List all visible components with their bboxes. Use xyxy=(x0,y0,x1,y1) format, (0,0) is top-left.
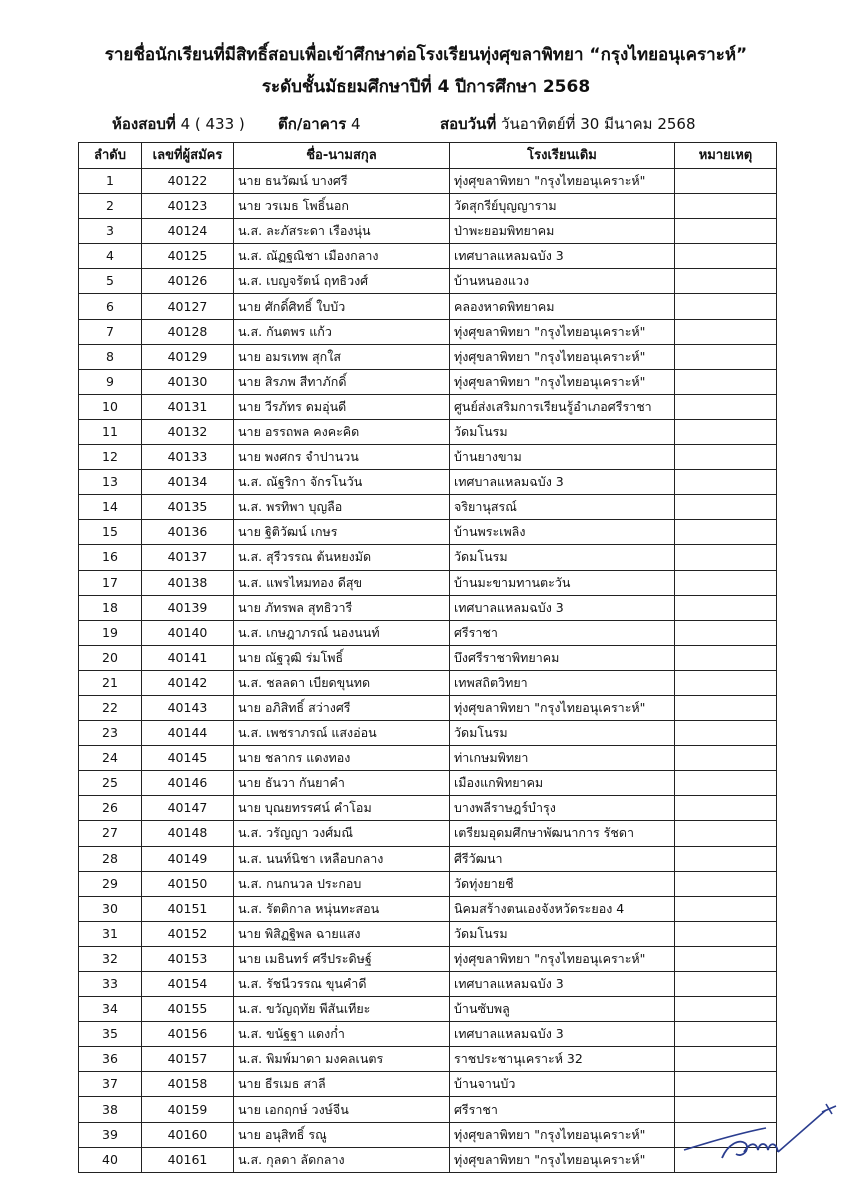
cell-applicant-id: 40145 xyxy=(142,746,234,771)
cell-applicant-id: 40152 xyxy=(142,921,234,946)
table-row xyxy=(79,394,777,419)
cell-full-name: นาย พงศกร จำปานวน xyxy=(234,445,450,470)
cell-applicant-id: 40154 xyxy=(142,972,234,997)
cell-full-name: น.ส. พรทิพา บุญลือ xyxy=(234,495,450,520)
cell-no: 37 xyxy=(79,1072,142,1097)
table-row xyxy=(79,972,777,997)
cell-previous-school: ศรีราชา xyxy=(450,1097,675,1122)
cell-previous-school: เทศบาลแหลมฉบัง 3 xyxy=(450,1022,675,1047)
cell-remark xyxy=(675,344,777,369)
cell-applicant-id: 40160 xyxy=(142,1122,234,1147)
cell-remark xyxy=(675,194,777,219)
cell-full-name: นาย พิสิฏฐิพล ฉายแสง xyxy=(234,921,450,946)
cell-full-name: นาย บุณยทรรศน์ คำโอม xyxy=(234,796,450,821)
cell-no: 12 xyxy=(79,445,142,470)
cell-applicant-id: 40133 xyxy=(142,445,234,470)
cell-applicant-id: 40135 xyxy=(142,495,234,520)
cell-no: 40 xyxy=(79,1147,142,1172)
table-row xyxy=(79,620,777,645)
cell-remark xyxy=(675,294,777,319)
cell-no: 26 xyxy=(79,796,142,821)
cell-remark xyxy=(675,670,777,695)
cell-no: 11 xyxy=(79,419,142,444)
cell-applicant-id: 40158 xyxy=(142,1072,234,1097)
table-row xyxy=(79,946,777,971)
table-row xyxy=(79,369,777,394)
cell-applicant-id: 40124 xyxy=(142,219,234,244)
table-row xyxy=(79,219,777,244)
cell-no: 15 xyxy=(79,520,142,545)
cell-applicant-id: 40155 xyxy=(142,997,234,1022)
cell-full-name: นาย ธันวา กันยาคำ xyxy=(234,771,450,796)
cell-previous-school: เทศบาลแหลมฉบัง 3 xyxy=(450,972,675,997)
cell-remark xyxy=(675,419,777,444)
cell-full-name: นาย อมรเทพ สุกใส xyxy=(234,344,450,369)
cell-full-name: น.ส. นนท์นิชา เหลือบกลาง xyxy=(234,846,450,871)
cell-previous-school: วัดมโนรม xyxy=(450,419,675,444)
student-table xyxy=(78,142,777,1173)
cell-no: 23 xyxy=(79,721,142,746)
table-row xyxy=(79,495,777,520)
cell-remark xyxy=(675,645,777,670)
cell-no: 21 xyxy=(79,670,142,695)
cell-full-name: น.ส. กนกนวล ประกอบ xyxy=(234,871,450,896)
table-row xyxy=(79,169,777,194)
cell-applicant-id: 40150 xyxy=(142,871,234,896)
cell-applicant-id: 40130 xyxy=(142,369,234,394)
cell-no: 28 xyxy=(79,846,142,871)
cell-no: 10 xyxy=(79,394,142,419)
cell-applicant-id: 40125 xyxy=(142,244,234,269)
header-no: ลำดับ xyxy=(79,143,142,169)
cell-remark xyxy=(675,695,777,720)
cell-previous-school: เตรียมอุดมศึกษาพัฒนาการ รัชดา xyxy=(450,821,675,846)
cell-no: 30 xyxy=(79,896,142,921)
table-row xyxy=(79,670,777,695)
table-row xyxy=(79,470,777,495)
table-row xyxy=(79,419,777,444)
table-row xyxy=(79,294,777,319)
cell-applicant-id: 40132 xyxy=(142,419,234,444)
cell-previous-school: ท่าเกษมพิทยา xyxy=(450,746,675,771)
cell-applicant-id: 40128 xyxy=(142,319,234,344)
cell-full-name: นาย สิรภพ สีทาภักดิ์ xyxy=(234,369,450,394)
cell-applicant-id: 40148 xyxy=(142,821,234,846)
cell-remark xyxy=(675,545,777,570)
cell-no: 25 xyxy=(79,771,142,796)
cell-remark xyxy=(675,871,777,896)
cell-remark xyxy=(675,244,777,269)
cell-full-name: น.ส. ขวัญฤทัย พีสันเทียะ xyxy=(234,997,450,1022)
cell-full-name: น.ส. สุรีวรรณ ต้นหยงมัด xyxy=(234,545,450,570)
cell-remark xyxy=(675,896,777,921)
cell-previous-school: วัดทุ่งยายชี xyxy=(450,871,675,896)
cell-no: 9 xyxy=(79,369,142,394)
cell-remark xyxy=(675,369,777,394)
cell-no: 31 xyxy=(79,921,142,946)
building-info xyxy=(278,114,361,134)
cell-applicant-id: 40143 xyxy=(142,695,234,720)
cell-remark xyxy=(675,620,777,645)
table-row xyxy=(79,1047,777,1072)
cell-remark xyxy=(675,169,777,194)
cell-remark xyxy=(675,1022,777,1047)
date-value: วันอาทิตย์ที่ 30 มีนาคม 2568 xyxy=(501,115,696,133)
cell-full-name: น.ส. เกษฎาภรณ์ นองนนท์ xyxy=(234,620,450,645)
table-row xyxy=(79,896,777,921)
cell-full-name: น.ส. ชลลดา เบียดขุนทด xyxy=(234,670,450,695)
cell-previous-school: ราชประชานุเคราะห์ 32 xyxy=(450,1047,675,1072)
cell-no: 29 xyxy=(79,871,142,896)
cell-applicant-id: 40147 xyxy=(142,796,234,821)
cell-full-name: น.ส. วรัญญา วงศ์มณี xyxy=(234,821,450,846)
cell-no: 13 xyxy=(79,470,142,495)
cell-previous-school: บ้านยางขาม xyxy=(450,445,675,470)
exam-date-info xyxy=(440,114,696,134)
cell-applicant-id: 40151 xyxy=(142,896,234,921)
cell-previous-school: เทศบาลแหลมฉบัง 3 xyxy=(450,244,675,269)
cell-full-name: นาย อรรถพล คงคะคิด xyxy=(234,419,450,444)
cell-remark xyxy=(675,746,777,771)
cell-previous-school: ทุ่งศุขลาพิทยา "กรุงไทยอนุเคราะห์" xyxy=(450,1122,675,1147)
table-row xyxy=(79,846,777,871)
cell-previous-school: เทพสถิตวิทยา xyxy=(450,670,675,695)
header-previous-school: โรงเรียนเดิม xyxy=(450,143,675,169)
cell-applicant-id: 40123 xyxy=(142,194,234,219)
table-row xyxy=(79,595,777,620)
cell-no: 27 xyxy=(79,821,142,846)
cell-full-name: นาย ณัฐวุฒิ ร่มโพธิ์ xyxy=(234,645,450,670)
cell-full-name: นาย วีรภัทร ดมอุ่นดี xyxy=(234,394,450,419)
cell-full-name: นาย ภัทรพล สุทธิวารี xyxy=(234,595,450,620)
cell-remark xyxy=(675,269,777,294)
cell-full-name: นาย อนุสิทธิ์ รณู xyxy=(234,1122,450,1147)
cell-remark xyxy=(675,771,777,796)
cell-applicant-id: 40131 xyxy=(142,394,234,419)
cell-previous-school: บ้านหนองแวง xyxy=(450,269,675,294)
cell-full-name: นาย ธนวัฒน์ บางศรี xyxy=(234,169,450,194)
cell-no: 2 xyxy=(79,194,142,219)
cell-no: 39 xyxy=(79,1122,142,1147)
cell-full-name: นาย ฐิติวัฒน์ เกษร xyxy=(234,520,450,545)
header-remark: หมายเหตุ xyxy=(675,143,777,169)
cell-no: 34 xyxy=(79,997,142,1022)
cell-applicant-id: 40134 xyxy=(142,470,234,495)
cell-remark xyxy=(675,495,777,520)
cell-remark xyxy=(675,394,777,419)
cell-previous-school: คลองหาดพิทยาคม xyxy=(450,294,675,319)
cell-previous-school: ทุ่งศุขลาพิทยา "กรุงไทยอนุเคราะห์" xyxy=(450,946,675,971)
cell-no: 38 xyxy=(79,1097,142,1122)
table-row xyxy=(79,520,777,545)
cell-previous-school: เมืองแกพิทยาคม xyxy=(450,771,675,796)
cell-full-name: น.ส. รัชนีวรรณ ขุนคำดี xyxy=(234,972,450,997)
cell-remark xyxy=(675,721,777,746)
cell-no: 14 xyxy=(79,495,142,520)
cell-no: 35 xyxy=(79,1022,142,1047)
cell-remark xyxy=(675,595,777,620)
cell-previous-school: ศีรีวัฒนา xyxy=(450,846,675,871)
cell-previous-school: บ้านจานบัว xyxy=(450,1072,675,1097)
table-row xyxy=(79,269,777,294)
table-row xyxy=(79,746,777,771)
cell-applicant-id: 40140 xyxy=(142,620,234,645)
table-row xyxy=(79,244,777,269)
table-row xyxy=(79,1147,777,1172)
cell-applicant-id: 40161 xyxy=(142,1147,234,1172)
table-row xyxy=(79,821,777,846)
cell-applicant-id: 40129 xyxy=(142,344,234,369)
cell-applicant-id: 40159 xyxy=(142,1097,234,1122)
cell-no: 4 xyxy=(79,244,142,269)
table-row xyxy=(79,1022,777,1047)
cell-applicant-id: 40122 xyxy=(142,169,234,194)
cell-previous-school: วัดสุกรีย์บุญญาราม xyxy=(450,194,675,219)
document-title: รายชื่อนักเรียนที่มีสิทธิ์สอบเพื่อเข้าศึกษาต่อโรงเรียนทุ่งศุขลาพิทยา “กรุงไทยอนุเคราะห์” xyxy=(104,45,748,65)
cell-previous-school: ทุ่งศุขลาพิทยา "กรุงไทยอนุเคราะห์" xyxy=(450,695,675,720)
table-row xyxy=(79,871,777,896)
cell-remark xyxy=(675,1047,777,1072)
cell-previous-school: ป่าพะยอมพิทยาคม xyxy=(450,219,675,244)
table-row xyxy=(79,721,777,746)
cell-previous-school: บ้านซับพลู xyxy=(450,997,675,1022)
cell-full-name: นาย เมธินทร์ ศรีประดิษฐ์ xyxy=(234,946,450,971)
header-full-name: ชื่อ-นามสกุล xyxy=(234,143,450,169)
cell-remark xyxy=(675,520,777,545)
cell-no: 1 xyxy=(79,169,142,194)
date-label: สอบวันที่ xyxy=(440,115,497,133)
table-row xyxy=(79,570,777,595)
cell-remark xyxy=(675,570,777,595)
cell-remark xyxy=(675,796,777,821)
cell-full-name: น.ส. ละภัสระดา เรืองนุ่น xyxy=(234,219,450,244)
cell-applicant-id: 40137 xyxy=(142,545,234,570)
exam-room-info xyxy=(112,114,245,134)
signature-icon xyxy=(676,1088,846,1168)
document-subtitle: ระดับชั้นมัธยมศึกษาปีที่ 4 ปีการศึกษา 2568 xyxy=(261,77,591,97)
cell-full-name: น.ส. ขนัฐฐา แดงก่ำ xyxy=(234,1022,450,1047)
table-row xyxy=(79,1122,777,1147)
cell-full-name: น.ส. ณัฐริกา จักรโนวัน xyxy=(234,470,450,495)
cell-previous-school: ศูนย์ส่งเสริมการเรียนรู้อำเภอศรีราชา xyxy=(450,394,675,419)
cell-no: 22 xyxy=(79,695,142,720)
cell-no: 32 xyxy=(79,946,142,971)
cell-remark xyxy=(675,946,777,971)
cell-previous-school: บ้านมะขามทานตะวัน xyxy=(450,570,675,595)
cell-previous-school: บ้านพระเพลิง xyxy=(450,520,675,545)
cell-applicant-id: 40139 xyxy=(142,595,234,620)
cell-no: 5 xyxy=(79,269,142,294)
cell-previous-school: เทศบาลแหลมฉบัง 3 xyxy=(450,470,675,495)
table-row xyxy=(79,921,777,946)
table-row xyxy=(79,445,777,470)
cell-applicant-id: 40127 xyxy=(142,294,234,319)
table-row xyxy=(79,1072,777,1097)
cell-applicant-id: 40126 xyxy=(142,269,234,294)
cell-applicant-id: 40146 xyxy=(142,771,234,796)
cell-remark xyxy=(675,997,777,1022)
cell-previous-school: ทุ่งศุขลาพิทยา "กรุงไทยอนุเคราะห์" xyxy=(450,369,675,394)
table-header-row xyxy=(79,143,777,169)
cell-previous-school: ทุ่งศุขลาพิทยา "กรุงไทยอนุเคราะห์" xyxy=(450,169,675,194)
cell-applicant-id: 40153 xyxy=(142,946,234,971)
table-row xyxy=(79,997,777,1022)
cell-no: 8 xyxy=(79,344,142,369)
room-value: 4 ( 433 ) xyxy=(180,115,245,133)
cell-previous-school: บึงศรีราชาพิทยาคม xyxy=(450,645,675,670)
cell-applicant-id: 40141 xyxy=(142,645,234,670)
cell-full-name: นาย เอกฤกษ์ วงษ์จีน xyxy=(234,1097,450,1122)
table-row xyxy=(79,319,777,344)
cell-previous-school: บางพลีราษฎร์บำรุง xyxy=(450,796,675,821)
cell-previous-school: วัดมโนรม xyxy=(450,721,675,746)
cell-applicant-id: 40149 xyxy=(142,846,234,871)
cell-previous-school: ทุ่งศุขลาพิทยา "กรุงไทยอนุเคราะห์" xyxy=(450,1147,675,1172)
cell-full-name: น.ส. แพรไหมทอง ดีสุข xyxy=(234,570,450,595)
building-label: ตึก/อาคาร xyxy=(278,115,347,133)
cell-full-name: น.ส. ณัฏฐณิชา เมืองกลาง xyxy=(234,244,450,269)
table-row xyxy=(79,545,777,570)
header-applicant-id: เลขที่ผู้สมัคร xyxy=(142,143,234,169)
cell-full-name: น.ส. พิมพ์มาดา มงคลเนตร xyxy=(234,1047,450,1072)
cell-full-name: นาย ธีรเมธ สาลี xyxy=(234,1072,450,1097)
cell-no: 3 xyxy=(79,219,142,244)
cell-full-name: นาย ศักดิ์ศิทธิ์ ใบบัว xyxy=(234,294,450,319)
cell-applicant-id: 40157 xyxy=(142,1047,234,1072)
building-value: 4 xyxy=(351,115,361,133)
cell-applicant-id: 40156 xyxy=(142,1022,234,1047)
cell-remark xyxy=(675,921,777,946)
cell-no: 17 xyxy=(79,570,142,595)
table-row xyxy=(79,344,777,369)
cell-previous-school: จริยานุสรณ์ xyxy=(450,495,675,520)
cell-remark xyxy=(675,470,777,495)
cell-applicant-id: 40138 xyxy=(142,570,234,595)
cell-no: 6 xyxy=(79,294,142,319)
table-row xyxy=(79,695,777,720)
cell-no: 7 xyxy=(79,319,142,344)
cell-previous-school: นิคมสร้างตนเองจังหวัดระยอง 4 xyxy=(450,896,675,921)
cell-previous-school: ทุ่งศุขลาพิทยา "กรุงไทยอนุเคราะห์" xyxy=(450,319,675,344)
cell-remark xyxy=(675,319,777,344)
cell-full-name: น.ส. กันตพร แก้ว xyxy=(234,319,450,344)
table-row xyxy=(79,194,777,219)
cell-no: 20 xyxy=(79,645,142,670)
cell-no: 16 xyxy=(79,545,142,570)
cell-no: 24 xyxy=(79,746,142,771)
cell-remark xyxy=(675,821,777,846)
cell-remark xyxy=(675,972,777,997)
cell-previous-school: ศรีราชา xyxy=(450,620,675,645)
cell-full-name: น.ส. เพชราภรณ์ แสงอ่อน xyxy=(234,721,450,746)
cell-no: 33 xyxy=(79,972,142,997)
cell-no: 36 xyxy=(79,1047,142,1072)
cell-full-name: น.ส. กุลดา ลัดกลาง xyxy=(234,1147,450,1172)
cell-remark xyxy=(675,445,777,470)
cell-previous-school: ทุ่งศุขลาพิทยา "กรุงไทยอนุเคราะห์" xyxy=(450,344,675,369)
table-row xyxy=(79,645,777,670)
table-row xyxy=(79,771,777,796)
cell-full-name: นาย ชลากร แดงทอง xyxy=(234,746,450,771)
table-row xyxy=(79,1097,777,1122)
table-row xyxy=(79,796,777,821)
cell-full-name: นาย อภิสิทธิ์ สว่างศรี xyxy=(234,695,450,720)
cell-previous-school: วัดมโนรม xyxy=(450,545,675,570)
cell-applicant-id: 40144 xyxy=(142,721,234,746)
room-label: ห้องสอบที่ xyxy=(112,115,176,133)
cell-previous-school: เทศบาลแหลมฉบัง 3 xyxy=(450,595,675,620)
cell-full-name: น.ส. เบญจรัตน์ ฤทธิวงศ์ xyxy=(234,269,450,294)
cell-no: 19 xyxy=(79,620,142,645)
cell-applicant-id: 40142 xyxy=(142,670,234,695)
cell-remark xyxy=(675,846,777,871)
cell-no: 18 xyxy=(79,595,142,620)
cell-previous-school: วัดมโนรม xyxy=(450,921,675,946)
cell-remark xyxy=(675,219,777,244)
cell-full-name: น.ส. รัตติกาล หนุ่นทะสอน xyxy=(234,896,450,921)
cell-full-name: นาย วรเมธ โพธิ์นอก xyxy=(234,194,450,219)
cell-applicant-id: 40136 xyxy=(142,520,234,545)
